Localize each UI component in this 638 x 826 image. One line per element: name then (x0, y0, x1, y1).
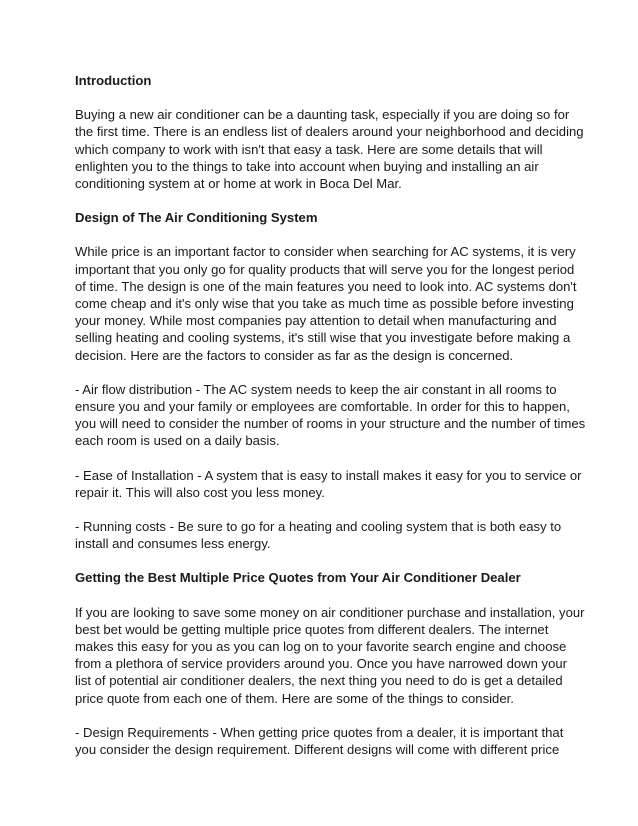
text-line: from a plethora of service providers around you. Once you have narrowed down your (75, 656, 568, 672)
text-line: - Design Requirements - When getting price quotes from a dealer, it is important that (75, 724, 564, 740)
design-paragraph (75, 243, 575, 363)
installation-paragraph (75, 467, 582, 501)
quotes-heading: Getting the Best Multiple Price Quotes from Your Air Conditioner Dealer (75, 570, 521, 586)
text-line: - Air flow distribution - The AC system needs to keep the air constant in all rooms to (75, 381, 557, 397)
text-line: decision. Here are the factors to consider as far as the design is concerned. (75, 347, 514, 363)
intro-heading: Introduction (75, 73, 152, 88)
text-line: repair it. This will also cost you less money. (75, 484, 325, 500)
text-line: list of potential air conditioner dealers, the next thing you need to do is get a detailed (75, 673, 563, 689)
text-line: important that you only go for quality products that will serve you for the longest period (75, 261, 575, 277)
text-line: - Running costs - Be sure to go for a heating and cooling system that is both easy to (75, 519, 562, 535)
running-costs-paragraph (75, 518, 575, 552)
text-line: - Ease of Installation - A system that is easy to install makes it easy for you to service or (75, 467, 582, 483)
text-line: selling heating and cooling systems, it's still wise that you investigate before making a (75, 330, 571, 346)
text-line: the first time. There is an endless list of dealers around your neighborhood and deciding (75, 124, 584, 140)
text-line: Buying a new air conditioner can be a daunting task, especially if you are doing so for (75, 107, 570, 123)
text-line: you consider the design requirement. Different designs will come with different price (75, 742, 560, 758)
text-line: which company to work with isn't that easy a task. Here are some details that will (75, 141, 543, 157)
design-requirements-paragraph (75, 724, 575, 758)
text-line: makes this easy for you as you can log on to your favorite search engine and choose (75, 639, 567, 655)
text-line: install and consumes less energy. (75, 536, 271, 552)
design-heading: Design of The Air Conditioning System (75, 210, 318, 226)
text-line: of time. The design is one of the main features you need to look into. AC systems don't (75, 278, 577, 294)
text-line: While price is an important factor to consider when searching for AC systems, it is very (75, 244, 576, 260)
text-line: conditioning system at or home at work in Boca Del Mar. (75, 176, 402, 192)
text-line: enlighten you to the things to take into account when buying and installing an air (75, 158, 539, 174)
airflow-paragraph (75, 381, 586, 450)
text-line: come cheap and it's only wise that you take as much time as possible before investing (75, 296, 574, 312)
intro-paragraph (75, 106, 584, 192)
text-line: best bet would be getting multiple price quotes from different dealers. The internet (75, 621, 549, 637)
text-line: If you are looking to save some money on air conditioner purchase and installation, your (75, 604, 585, 620)
text-line: you will need to consider the number of rooms in your structure and the number of times (75, 416, 586, 432)
text-line: your money. While most companies pay attention to detail when manufacturing and (75, 313, 557, 329)
document-page (75, 72, 586, 775)
text-line: price quote from each one of them. Here are some of the things to consider. (75, 690, 514, 706)
text-line: each room is used on a daily basis. (75, 433, 280, 449)
text-line: ensure you and your family or employees are comfortable. In order for this to happen, (75, 399, 570, 415)
quotes-paragraph (75, 604, 585, 707)
